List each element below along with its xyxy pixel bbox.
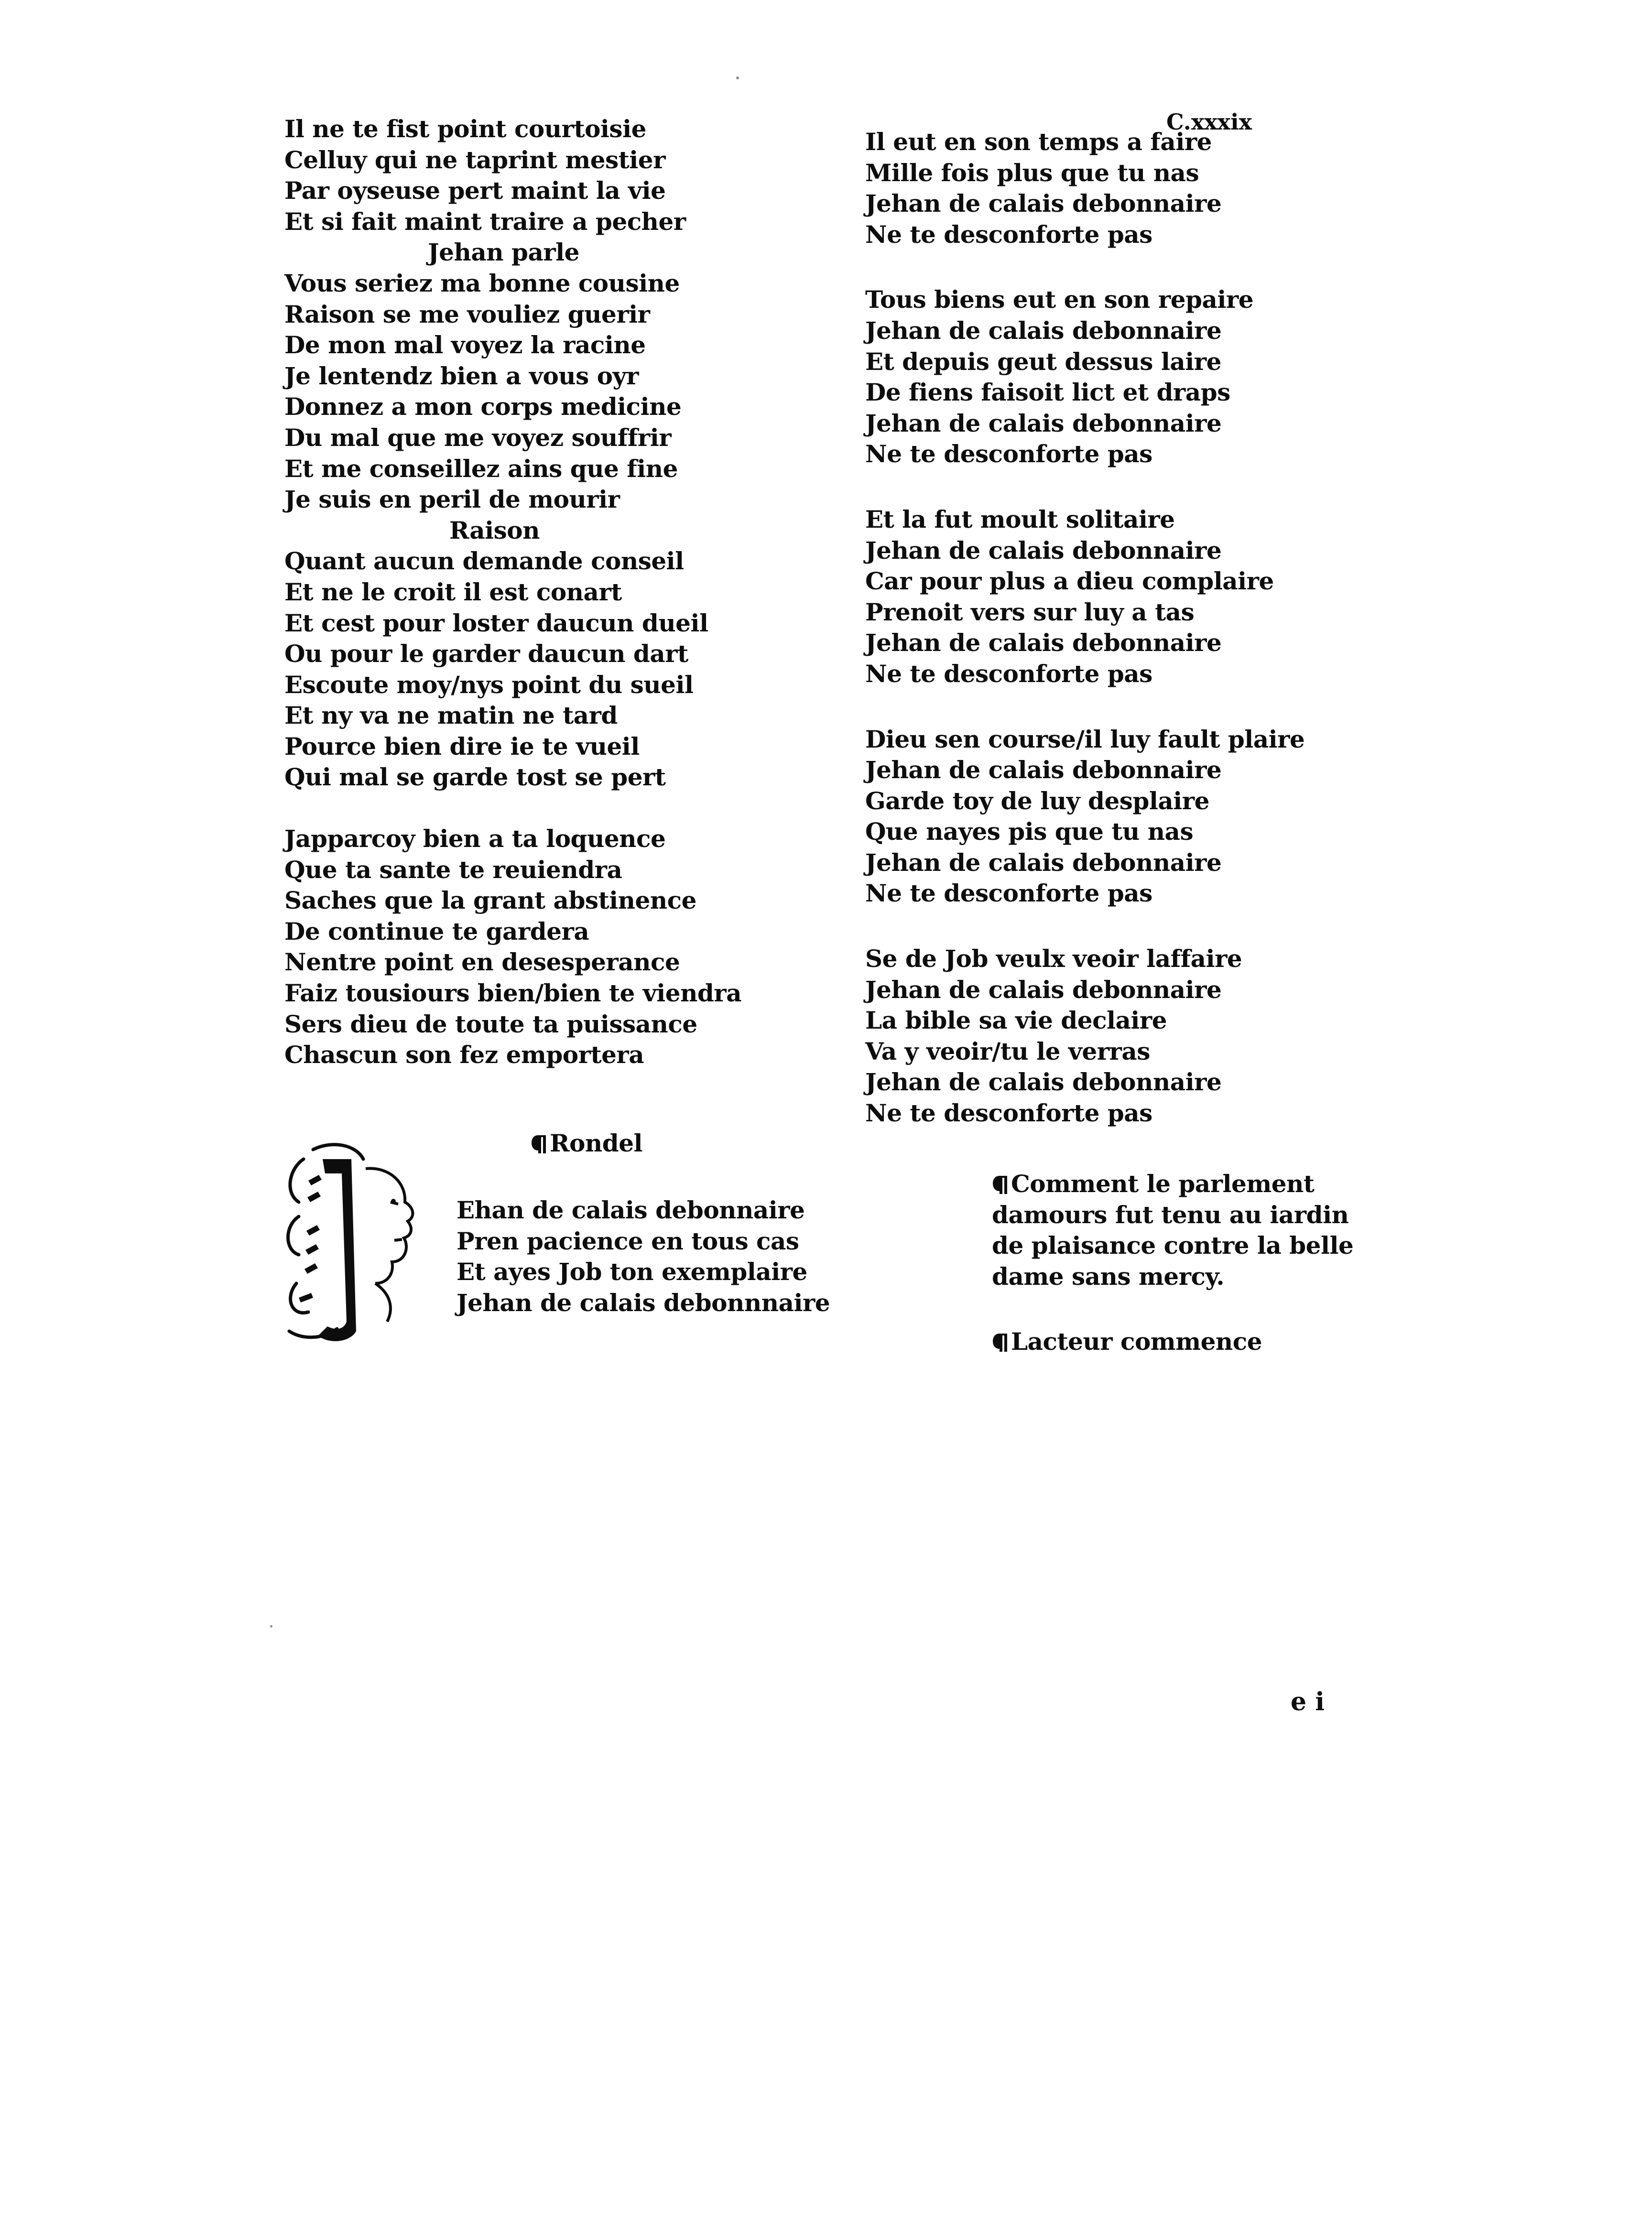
folio-number: C.xxxix xyxy=(1166,109,1252,135)
verse-line: Ne te desconforte pas xyxy=(865,440,1152,468)
verse-line: Tous biens eut en son repaire xyxy=(865,285,1254,314)
pilcrow-icon xyxy=(992,1175,1008,1195)
speaker-heading: Raison xyxy=(449,516,540,544)
verse-line: Que nayes pis que tu nas xyxy=(865,817,1194,846)
verse-line: Nentre point en desesperance xyxy=(284,948,680,977)
verse-line: Pource bien dire ie te vueil xyxy=(284,732,640,760)
verse-line: Que ta sante te reuiendra xyxy=(284,855,622,884)
chapter-heading-line: dame sans mercy. xyxy=(992,1262,1225,1291)
verse-line: Et me conseillez ains que fine xyxy=(284,454,678,483)
verse-line: Qui mal se garde tost se pert xyxy=(284,763,666,792)
stanza xyxy=(865,724,1304,910)
verse-line: Celluy qui ne taprint mestier xyxy=(284,145,665,174)
verse-line: Jehan de calais debonnaire xyxy=(865,629,1222,657)
stanza-gap xyxy=(865,690,1304,724)
verse-line: Vous seriez ma bonne cousine xyxy=(284,269,680,297)
rondel-heading-label: Rondel xyxy=(550,1129,643,1157)
stanza xyxy=(865,944,1304,1129)
verse-line: Et ny va ne matin ne tard xyxy=(284,701,618,730)
verse-line: Garde toy de luy desplaire xyxy=(865,786,1209,815)
pilcrow-icon xyxy=(531,1134,547,1154)
stanza xyxy=(865,127,1304,250)
verse-line: Ne te desconforte pas xyxy=(865,220,1152,249)
verse-line: Il eut en son temps a faire xyxy=(865,128,1212,156)
left-column xyxy=(284,114,741,1071)
rondel-block xyxy=(456,1195,830,1318)
verse-line: Et cest pour loster daucun dueil xyxy=(284,608,708,637)
verse-line: Je lentendz bien a vous oyr xyxy=(284,361,639,390)
verse-line: Je suis en peril de mourir xyxy=(284,485,620,514)
stanza-gap xyxy=(865,250,1304,284)
rondel-heading xyxy=(531,1128,642,1159)
verse-line: Ou pour le garder daucun dart xyxy=(284,640,688,668)
stanza-gap xyxy=(865,909,1304,944)
verse-line: La bible sa vie declaire xyxy=(865,1006,1167,1035)
verse-line: Raison se me vouliez guerir xyxy=(284,300,650,328)
verse-line: Il ne te fist point courtoisie xyxy=(284,115,646,143)
verse-line: Car pour plus a dieu complaire xyxy=(865,567,1274,596)
verse-line: Et depuis geut dessus laire xyxy=(865,347,1221,376)
stanza-gap xyxy=(865,470,1304,504)
initial-j-face-icon xyxy=(280,1140,437,1350)
verse-line: Du mal que me voyez souffrir xyxy=(284,423,672,452)
verse-line: Faiz tousiours bien/bien te viendra xyxy=(284,979,742,1008)
acteur-heading xyxy=(992,1326,1262,1357)
verse-line: Pren pacience en tous cas xyxy=(456,1227,799,1255)
verse-line: Ehan de calais debonnaire xyxy=(456,1196,805,1224)
verse-line: Et ayes Job ton exemplaire xyxy=(456,1258,807,1286)
verse-line: Japparcoy bien a ta loquence xyxy=(284,825,666,853)
verse-line: Par oyseuse pert maint la vie xyxy=(284,176,666,205)
verse-line: Jehan de calais debonnaire xyxy=(865,756,1222,784)
verse-line: Chascun son fez emportera xyxy=(284,1041,644,1069)
verse-line: Prenoit vers sur luy a tas xyxy=(865,597,1195,626)
signature-mark: e i xyxy=(1291,1687,1325,1716)
verse-line: De mon mal voyez la racine xyxy=(284,331,646,359)
chapter-heading-line xyxy=(992,1169,1353,1200)
verse-line: Et la fut moult solitaire xyxy=(865,505,1175,533)
pilcrow-icon xyxy=(992,1333,1008,1353)
verse-line: Jehan de calais debonnaire xyxy=(865,536,1222,564)
verse-line: Et ne le croit il est conart xyxy=(284,577,622,606)
verse-line: Saches que la grant abstinence xyxy=(284,886,696,915)
verse-line: Dieu sen course/il luy fault plaire xyxy=(865,725,1305,753)
chapter-heading-text: Comment le parlement xyxy=(1011,1170,1315,1198)
paper-speck xyxy=(270,1625,272,1628)
verse-line: Jehan de calais debonnaire xyxy=(865,975,1222,1004)
stanza-gap xyxy=(284,793,741,824)
verse-line: Jehan de calais debonnaire xyxy=(865,189,1222,218)
verse-line: Va y veoir/tu le verras xyxy=(865,1037,1150,1065)
verse-line: Jehan de calais debonnaire xyxy=(865,316,1222,345)
verse-line: Escoute moy/nys point du sueil xyxy=(284,670,694,699)
verse-line: Et si fait maint traire a pecher xyxy=(284,207,686,236)
paper-speck xyxy=(736,76,739,79)
verse-line: Jehan de calais debonnaire xyxy=(865,1068,1222,1096)
stanza xyxy=(284,824,741,1071)
verse-line: Jehan de calais debonnaire xyxy=(865,848,1222,877)
stanza xyxy=(865,504,1304,690)
speaker-heading: Jehan parle xyxy=(428,238,579,267)
chapter-heading-line: de plaisance contre la belle xyxy=(992,1231,1354,1260)
verse-line: Jehan de calais debonnaire xyxy=(865,409,1222,437)
verse-line: Mille fois plus que tu nas xyxy=(865,158,1199,187)
chapter-heading xyxy=(992,1169,1353,1292)
dialogue-block xyxy=(284,114,741,793)
verse-line: Se de Job veulx veoir laffaire xyxy=(865,944,1242,973)
right-column xyxy=(865,127,1304,1129)
verse-line: Ne te desconforte pas xyxy=(865,659,1152,688)
verse-line: Sers dieu de toute ta puissance xyxy=(284,1009,697,1038)
verse-line: Quant aucun demande conseil xyxy=(284,547,684,575)
acteur-heading-label: Lacteur commence xyxy=(1011,1327,1262,1356)
stanza xyxy=(865,284,1304,470)
verse-line: Jehan de calais debonnnaire xyxy=(456,1288,830,1317)
verse-line: De continue te gardera xyxy=(284,917,589,945)
verse-line: Donnez a mon corps medicine xyxy=(284,392,682,421)
verse-line: Ne te desconforte pas xyxy=(865,1099,1152,1128)
verse-line: De fiens faisoit lict et draps xyxy=(865,378,1230,407)
decorated-initial xyxy=(280,1140,437,1350)
chapter-heading-line: damours fut tenu au iardin xyxy=(992,1200,1349,1229)
verse-line: Ne te desconforte pas xyxy=(865,879,1152,908)
